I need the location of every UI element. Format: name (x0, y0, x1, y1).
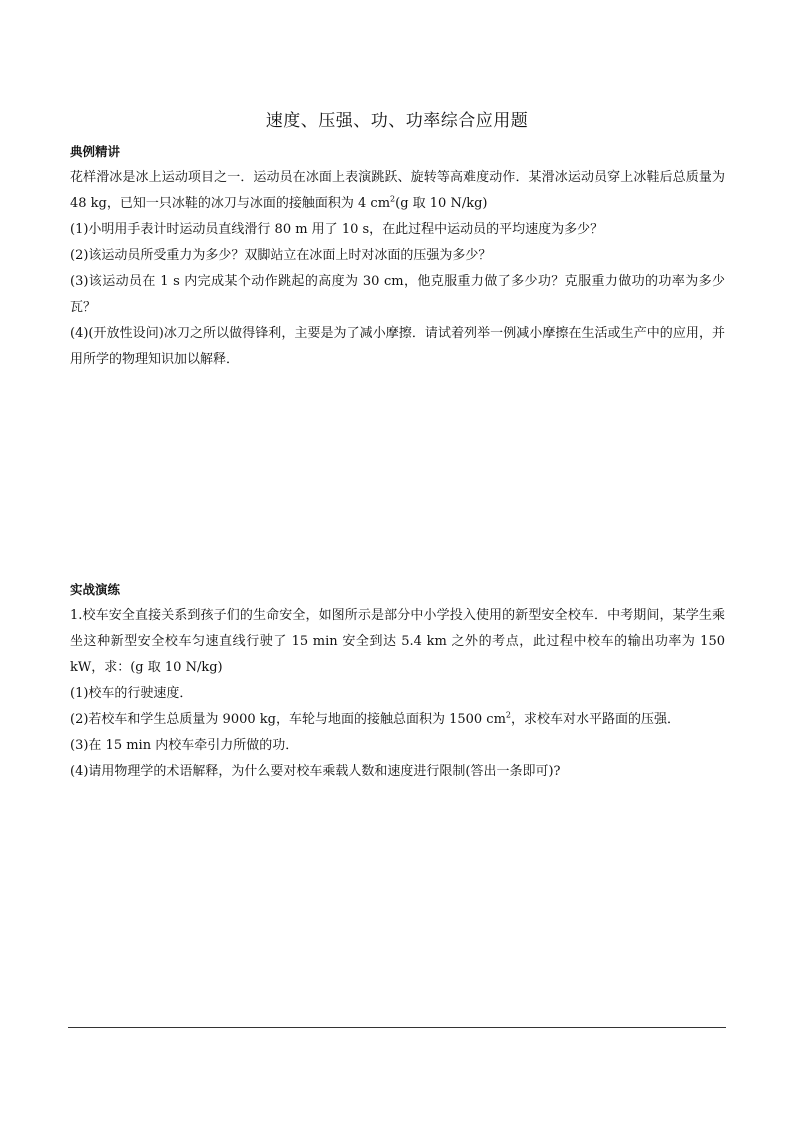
practice-intro: 1.校车安全直接关系到孩子们的生命安全，如图所示是部分中小学投入使用的新型安全校车．中考期间，某学生乘坐这种新型安全校车匀速直线行驶了 15 min 安全到达 5.4 km 之外的考点，此过程中校车的输出功率为 150 kW，求：(g 取 10 N/kg) (70, 608, 725, 675)
example-question-3: (3)该运动员在 1 s 内完成某个动作跳起的高度为 30 cm，他克服重力做了多少功？克服重力做功的功率为多少瓦？ (70, 274, 725, 315)
page-title: 速度、压强、功、功率综合应用题 (265, 111, 529, 131)
footer-divider (68, 1027, 726, 1028)
practice-question-1: (1)校车的行驶速度． (70, 686, 193, 701)
practice-question-4: (4)请用物理学的术语解释，为什么要对校车乘载人数和速度进行限制(答出一条即可)? (70, 764, 561, 779)
section-heading-examples: 典例精讲 (70, 144, 121, 159)
example-question-2: (2)该运动员所受重力为多少？双脚站立在冰面上时对冰面的压强为多少？ (70, 248, 492, 263)
example-intro-tail: (g 取 10 N/kg) (395, 196, 488, 211)
practice-question-2-superscript: 2 (505, 710, 512, 720)
practice-question-2 (70, 707, 725, 733)
example-intro-superscript: 2 (390, 194, 396, 204)
example-intro-text: 花样滑冰是冰上运动项目之一．运动员在冰面上表演跳跃、旋转等高难度动作．某滑冰运动员穿上冰鞋后总质量为 48 kg，已知一只冰鞋的冰刀与冰面的接触面积为 4 cm (70, 170, 725, 211)
example-question-1: (1)小明用手表计时运动员直线滑行 80 m 用了 10 s，在此过程中运动员的平均速度为多少？ (70, 222, 604, 237)
example-question-4: (4)(开放性设问)冰刀之所以做得锋利，主要是为了减小摩擦．请试着列举一例减小摩擦在生活或生产中的应用，并用所学的物理知识加以解释． (70, 326, 725, 367)
practice-question-2-tail: ，求校车对水平路面的压强． (511, 712, 681, 727)
practice-question-2-text: (2)若校车和学生总质量为 9000 kg，车轮与地面的接触总面积为 1500 cm (70, 712, 506, 727)
example-intro (70, 165, 725, 217)
example-problem (70, 165, 725, 373)
practice-question-3: (3)在 15 min 内校车牵引力所做的功． (70, 738, 299, 753)
practice-problem (70, 603, 725, 785)
section-heading-practice: 实战演练 (70, 582, 121, 597)
